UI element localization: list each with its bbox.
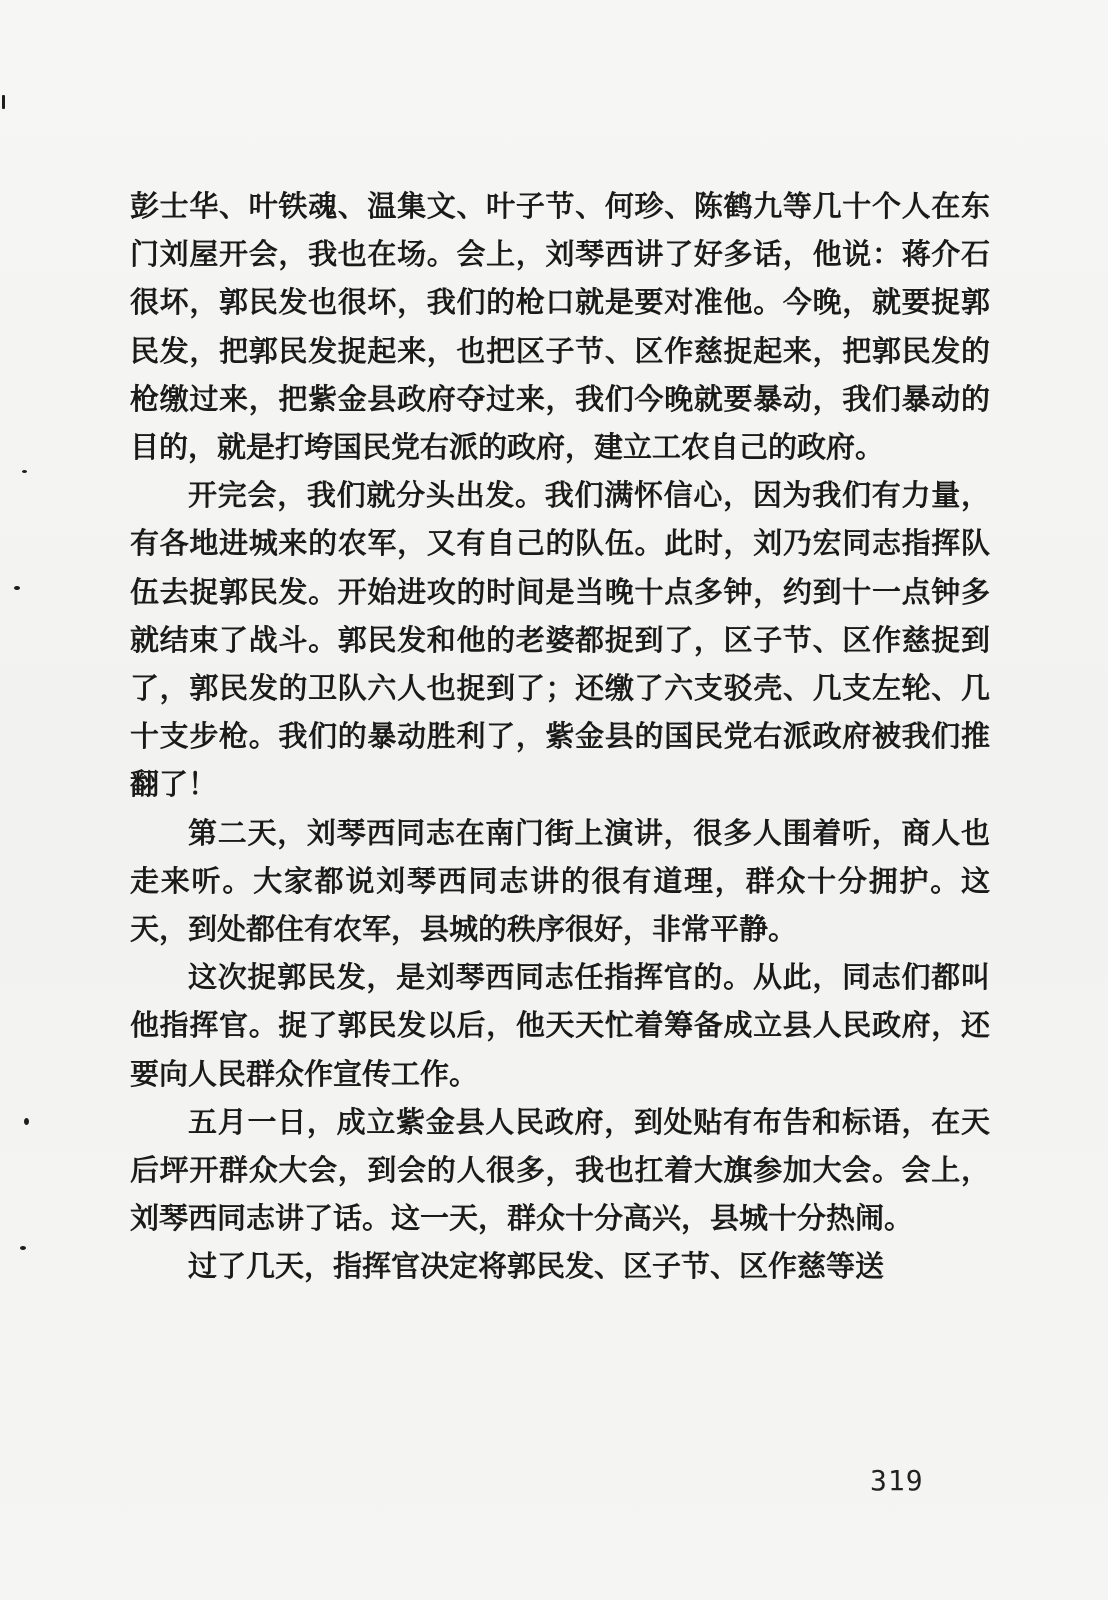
scan-speck xyxy=(22,470,27,473)
scan-speck xyxy=(24,1118,29,1125)
scan-speck xyxy=(20,1246,26,1250)
paragraph-6: 过了几天，指挥官决定将郭民发、区子节、区作慈等送 xyxy=(188,1249,885,1284)
paragraph-4: 这次捉郭民发，是刘琴西同志任指挥官的。从此，同志们都叫他指挥官。捉了郭民发以后，他天天忙着筹备成立县人民政府，还要向人民群众作宣传工作。 xyxy=(130,960,990,1091)
scan-speck xyxy=(2,95,5,109)
paragraph-2: 开完会，我们就分头出发。我们满怀信心，因为我们有力量，有各地进城来的农军，又有自己的队伍。此时，刘乃宏同志指挥队伍去捉郭民发。开始进攻的时间是当晚十点多钟，约到十一点钟多就结束了战斗。郭民发和他的老婆都捉到了，区子节、区作慈捉到了，郭民发的卫队六人也捉到了；还缴了六支驳壳、几支左轮、几十支步枪。我们的暴动胜利了，紫金县的国民党右派政府被我们推翻了！ xyxy=(130,478,990,802)
paragraph-5: 五月一日，成立紫金县人民政府，到处贴有布告和标语，在天后坪开群众大会，到会的人很多，我也扛着大旗参加大会。会上，刘琴西同志讲了话。这一天，群众十分高兴，县城十分热闹。 xyxy=(130,1104,990,1236)
body-text xyxy=(130,182,990,1291)
paragraph-1: 彭士华、叶铁魂、温集文、叶子节、何珍、陈鹤九等几十个人在东门刘屋开会，我也在场。会上，刘琴西讲了好多话，他说：蒋介石很坏，郭民发也很坏，我们的枪口就是要对准他。今晚，就要捉郭民发，把郭民发捉起来，也把区子节、区作慈捉起来，把郭民发的枪缴过来，把紫金县政府夺过来，我们今晚就要暴动，我们暴动的目的，就是打垮国民党右派的政府，建立工农自己的政府。 xyxy=(130,189,990,465)
scan-speck xyxy=(14,586,20,590)
page-number: 319 xyxy=(870,1464,924,1497)
paragraph-3: 第二天，刘琴西同志在南门街上演讲，很多人围着听，商人也走来听。大家都说刘琴西同志讲的很有道理，群众十分拥护。这天，到处都住有农军，县城的秩序很好，非常平静。 xyxy=(130,815,990,947)
